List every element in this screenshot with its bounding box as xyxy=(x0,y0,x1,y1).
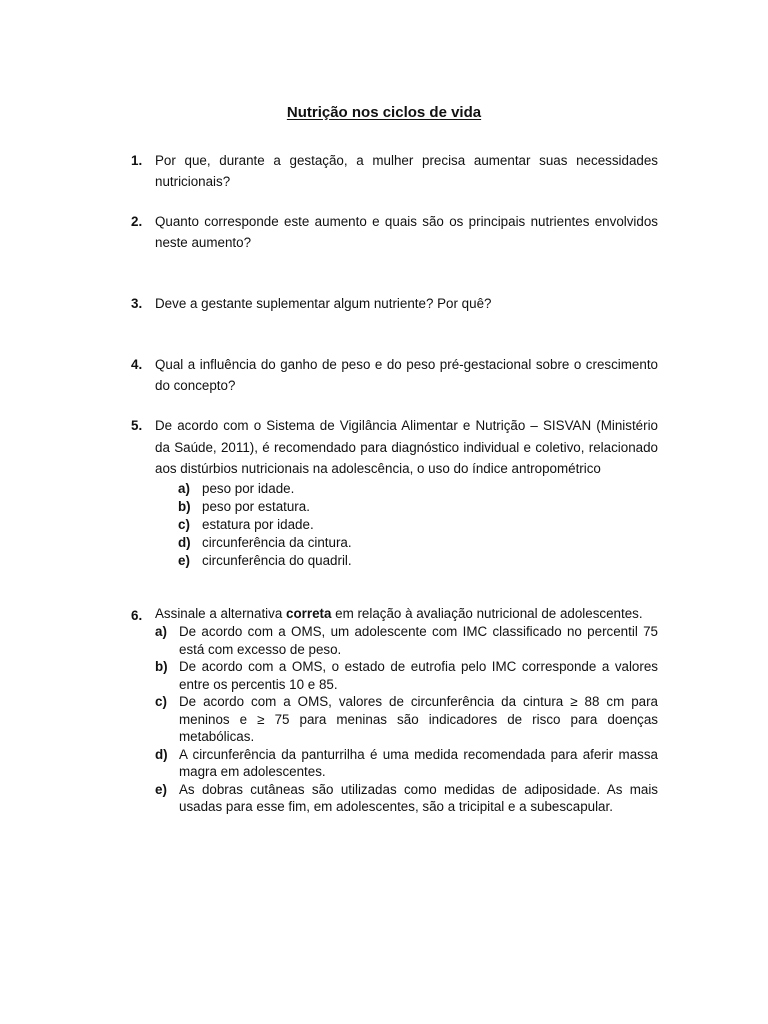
option-text: circunferência do quadril. xyxy=(202,552,352,568)
question-2 xyxy=(131,211,658,253)
option-e xyxy=(155,781,658,816)
option-text: As dobras cutâneas são utilizadas como medidas de adiposidade. As mais usadas para esse fim, em adolescentes, são a tricipital e a subescapular. xyxy=(179,781,658,814)
option-d xyxy=(178,534,658,552)
option-a xyxy=(178,480,658,498)
question-1 xyxy=(131,150,658,192)
option-c xyxy=(178,516,658,534)
option-letter: b) xyxy=(155,659,168,674)
question-text: Deve a gestante suplementar algum nutriente? Por quê? xyxy=(155,296,492,311)
question-number: 1. xyxy=(131,153,143,168)
option-letter: e) xyxy=(178,552,190,568)
option-a xyxy=(155,623,658,658)
question-number: 2. xyxy=(131,214,143,229)
question-3 xyxy=(131,293,658,314)
question-text-end: em relação à avaliação nutricional de adolescentes. xyxy=(331,606,643,621)
option-c xyxy=(155,693,658,746)
question-text: De acordo com o Sistema de Vigilância Alimentar e Nutrição – SISVAN (Ministério da Saúde, 2011), é recomendado para diagnóstico individual e coletivo, relacionado aos distúrbios nutricionais na adolescência, o uso do índice antropométrico xyxy=(155,418,658,476)
option-letter: e) xyxy=(155,781,167,797)
option-letter: d) xyxy=(155,746,168,762)
options-list xyxy=(155,623,658,816)
option-text: peso por estatura. xyxy=(202,498,310,514)
option-text: peso por idade. xyxy=(202,480,295,496)
option-text: circunferência da cintura. xyxy=(202,534,352,550)
question-text: Por que, durante a gestação, a mulher precisa aumentar suas necessidades nutricionais? xyxy=(155,153,658,189)
question-4 xyxy=(131,354,658,396)
option-text: estatura por idade. xyxy=(202,516,314,532)
option-text: De acordo com a OMS, o estado de eutrofia pelo IMC corresponde a valores entre os percentis 10 e 85. xyxy=(179,659,658,692)
option-letter: a) xyxy=(178,480,190,496)
question-number: 6. xyxy=(131,608,143,623)
option-text: De acordo com a OMS, um adolescente com IMC classificado no percentil 75 está com excesso de peso. xyxy=(179,624,658,657)
question-number: 4. xyxy=(131,357,143,372)
question-text-emphasis: correta xyxy=(286,606,332,621)
question-text xyxy=(155,605,658,623)
option-letter: b) xyxy=(178,498,191,514)
option-letter: c) xyxy=(178,516,190,532)
option-d xyxy=(155,746,658,781)
question-number: 3. xyxy=(131,296,143,311)
question-text: Quanto corresponde este aumento e quais são os principais nutrientes envolvidos neste aumento? xyxy=(155,214,658,250)
option-e xyxy=(178,552,658,570)
options-list xyxy=(178,480,658,570)
question-5 xyxy=(131,415,658,570)
option-b xyxy=(155,658,658,693)
question-number: 5. xyxy=(131,418,143,433)
question-6 xyxy=(131,605,658,816)
option-letter: a) xyxy=(155,624,167,639)
option-letter: c) xyxy=(155,694,167,709)
option-b xyxy=(178,498,658,516)
option-letter: d) xyxy=(178,534,191,550)
question-text: Qual a influência do ganho de peso e do peso pré-gestacional sobre o crescimento do concepto? xyxy=(155,357,658,393)
question-text-start: Assinale a alternativa xyxy=(155,606,287,621)
option-text: A circunferência da panturrilha é uma medida recomendada para aferir massa magra em adolescentes. xyxy=(179,746,658,779)
page-title: Nutrição nos ciclos de vida xyxy=(286,104,482,121)
option-text: De acordo com a OMS, valores de circunferência da cintura ≥ 88 cm para meninos e ≥ 75 para meninas são indicadores de risco para doenças metabólicas. xyxy=(179,694,658,744)
